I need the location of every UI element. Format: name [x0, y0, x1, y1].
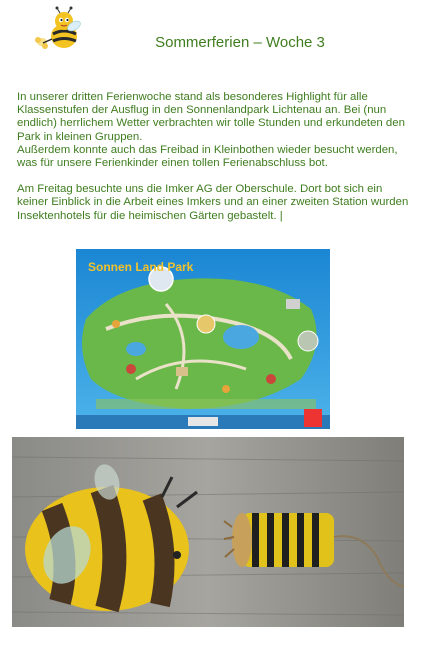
article-body	[17, 91, 413, 223]
park-map-icon	[76, 249, 330, 429]
paragraph-beekeeping: Am Freitag besuchte uns die Imker AG der Oberschule. Dort bot sich ein keiner Einblick in die Arbeit eines Imkers und an einer zweiten Station wurden Insektenhotels für die heimischen Gärten gebastelt. |	[17, 183, 409, 222]
map-logo-text: Sonnen Land Park	[88, 260, 194, 274]
bee-plush-insect-hotel-photo-icon	[12, 437, 404, 627]
paragraph-excursion: In unserer dritten Ferienwoche stand als besonderes Highlight für alle Klassenstufen der Ausflug in den Sonnenlandpark Lichtenau an. Bei (nun endlich) herrlichem Wetter verbrachten wir tolle Stunden und erkundeten den Park in kleinen Gruppen.	[17, 91, 405, 143]
page-title: Sommerferien – Woche 3	[155, 34, 325, 51]
paragraph-swimming-pool: Außerdem konnte auch das Freibad in Kleinbothen wieder besucht werden, was für unsere Ferienkinder einen tollen Ferienabschluss bot.	[17, 143, 398, 170]
